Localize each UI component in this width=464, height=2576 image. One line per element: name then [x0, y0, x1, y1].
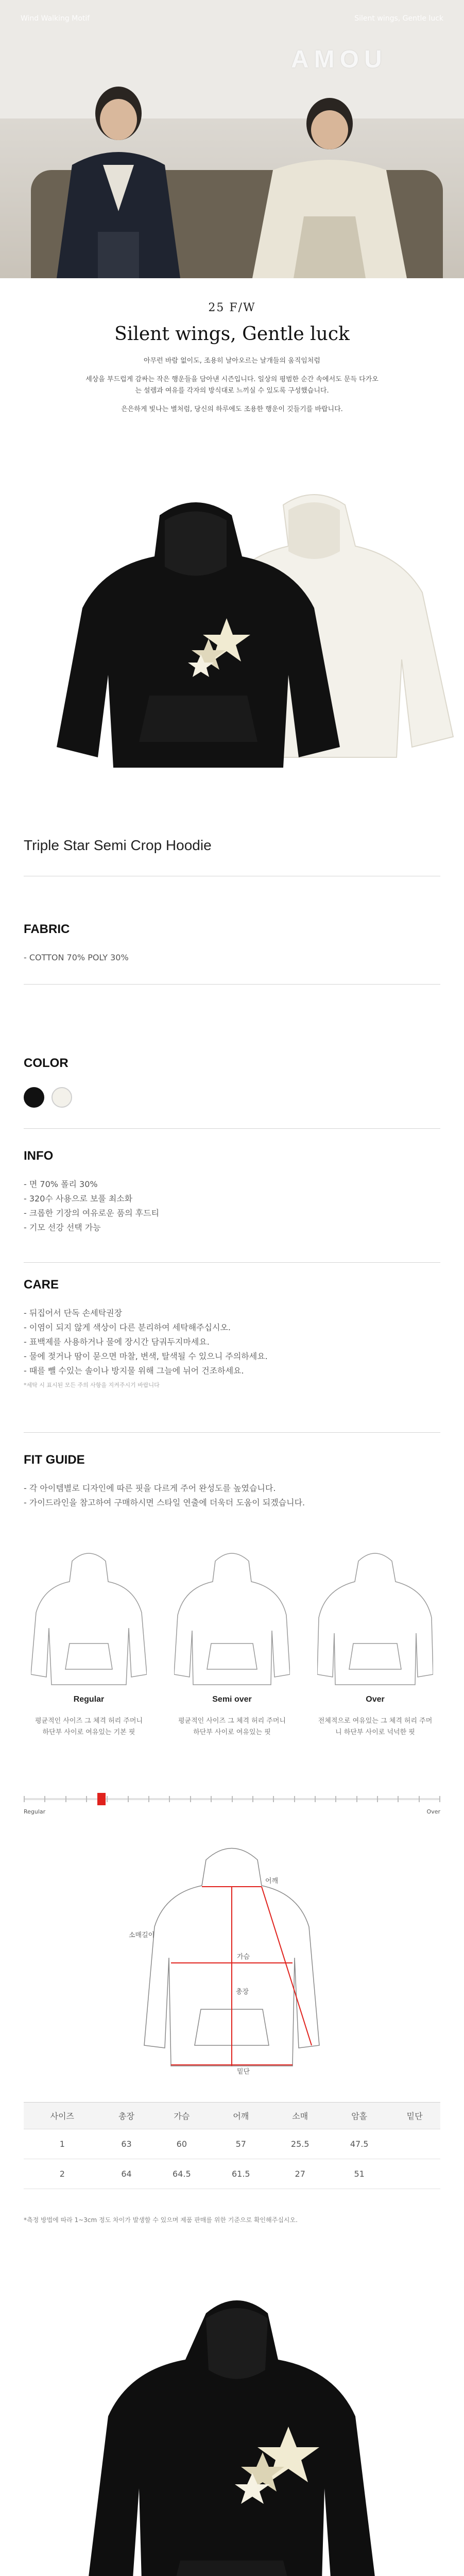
fit-scale-tick — [107, 1796, 108, 1802]
product-hero-image — [0, 479, 464, 768]
fit-scale-tick — [377, 1796, 378, 1802]
color-swatch-black[interactable] — [24, 1087, 44, 1108]
size-cell: 1 — [24, 2129, 101, 2159]
fit-illustration-regular — [31, 1546, 147, 1690]
size-cell: 2 — [24, 2159, 101, 2189]
season-tagline: Silent wings, Gentle luck — [114, 324, 350, 345]
size-cell: 64.5 — [152, 2159, 211, 2189]
fit-scale-tick — [44, 1796, 45, 1802]
color-swatch-ivory[interactable] — [51, 1087, 72, 1108]
hero-tag-right: Silent wings, Gentle luck — [354, 14, 443, 23]
measure-label-shoulder: 어깨 — [265, 1877, 279, 1885]
fit-scale-tick — [439, 1796, 440, 1802]
model-photo-2 — [227, 93, 422, 278]
fit-scale-tick — [190, 1796, 191, 1802]
size-cell: 64 — [101, 2159, 152, 2189]
size-col-header: 소매 — [270, 2103, 330, 2129]
care-note: *세탁 시 표시된 모든 주의 사항을 지켜주시기 바랍니다 — [24, 1382, 160, 1388]
info-item: - 크롭한 기장의 여유로운 품의 후드티 — [24, 1208, 160, 1218]
fit-scale-tick — [419, 1796, 420, 1802]
season-intro — [82, 355, 382, 422]
size-col-header: 밑단 — [389, 2103, 440, 2129]
fit-scale-tick — [398, 1796, 399, 1802]
size-table-row — [24, 2129, 440, 2159]
product-photo-front — [0, 2282, 464, 2576]
fit-guide-line: - 각 아이템별로 디자인에 따른 핏을 다르게 주어 완성도를 높였습니다. — [24, 1483, 276, 1493]
size-cell: 63 — [101, 2129, 152, 2159]
info-item: - 면 70% 폴리 30% — [24, 1179, 98, 1189]
fit-scale-tick — [86, 1796, 87, 1802]
size-col-header: 사이즈 — [24, 2103, 101, 2129]
fit-guide-title: FIT GUIDE — [24, 1453, 85, 1467]
fit-scale-tick — [356, 1796, 357, 1802]
fit-scale-tick — [128, 1796, 129, 1802]
fit-scale-tick — [232, 1796, 233, 1802]
divider — [24, 1128, 440, 1129]
divider — [24, 984, 440, 985]
size-cell: 60 — [152, 2129, 211, 2159]
measure-label-sleeve: 소매길이 — [129, 1931, 155, 1939]
fit-scale-tick — [273, 1796, 274, 1802]
hero-tag-left: Wind Walking Motif — [21, 14, 90, 23]
fit-scale-tick — [169, 1796, 170, 1802]
divider — [24, 1262, 440, 1263]
divider — [24, 1432, 440, 1433]
fit-scale-tick — [24, 1796, 25, 1802]
fit-desc-regular: 평균적인 사이즈 그 체격 허리 주머니 하단부 사이로 여유있는 기본 핏 — [35, 1717, 143, 1736]
measurement-diagram — [129, 1839, 335, 2076]
size-cell: 51 — [330, 2159, 389, 2189]
care-item: - 때를 뺄 수있는 솔이나 방지물 위해 그늘에 뉘어 건조하세요. — [24, 1366, 244, 1376]
fit-scale-tick — [211, 1796, 212, 1802]
care-item: - 뒤집어서 단독 손세탁권장 — [24, 1308, 123, 1318]
measure-label-hem: 밑단 — [237, 2068, 250, 2076]
fit-scale-tick — [294, 1796, 295, 1802]
fit-guide-intro — [24, 1481, 305, 1510]
fit-scale-left: Regular — [24, 1808, 46, 1815]
measure-label-chest: 가슴 — [237, 1953, 250, 1961]
fabric-title: FABRIC — [24, 922, 70, 936]
fit-guide-line: - 가이드라인을 참고하여 구매하시면 스타일 연출에 더욱더 도움이 되겠습니다. — [24, 1498, 305, 1507]
fit-label-over: Over — [366, 1695, 385, 1704]
intro-paragraph: 은은하게 빛나는 별처럼, 당신의 하루에도 조용한 행운이 깃들기를 바랍니다. — [121, 405, 343, 413]
model-photo-1 — [41, 77, 196, 278]
size-col-header: 어깨 — [211, 2103, 270, 2129]
care-item: - 표백제를 사용하거나 물에 장시간 담궈두지마세요. — [24, 1337, 210, 1347]
size-table-header-row — [24, 2103, 440, 2129]
fabric-value: - COTTON 70% POLY 30% — [24, 953, 129, 962]
fit-scale-ticks — [24, 1796, 440, 1802]
fit-desc-semi-over: 평균적인 사이즈 그 체격 허리 주머니 하단부 사이로 여유있는 핏 — [178, 1717, 286, 1736]
size-table — [24, 2102, 440, 2189]
size-col-header: 암홀 — [330, 2103, 389, 2129]
fit-scale-tick — [252, 1796, 253, 1802]
size-cell: 27 — [270, 2159, 330, 2189]
fit-scale-marker — [97, 1793, 106, 1805]
intro-paragraph: 아무런 바람 없이도, 조용히 날아오르는 날개들의 움직임처럼 — [144, 357, 320, 365]
size-col-header: 총장 — [101, 2103, 152, 2129]
info-list — [24, 1177, 159, 1235]
fit-scale-tick — [148, 1796, 149, 1802]
size-note: *측정 방법에 따라 1~3cm 정도 차이가 발생할 수 있으며 제품 판매를 위한 기준으로 확인해주십시오. — [24, 2216, 298, 2224]
info-item: - 기모 선강 선택 가능 — [24, 1223, 101, 1232]
care-title: CARE — [24, 1278, 59, 1292]
size-cell: 25.5 — [270, 2129, 330, 2159]
care-item: - 이염이 되지 않게 색상이 다른 분리하여 세탁해주십시오. — [24, 1323, 231, 1332]
fit-desc-over: 전체적으로 여유있는 그 체격 허리 주머니 하단부 사이로 넉넉한 핏 — [318, 1717, 433, 1736]
care-list — [24, 1306, 268, 1393]
hero-banner — [0, 0, 464, 278]
size-col-header: 가슴 — [152, 2103, 211, 2129]
brand-sign: AMOU — [291, 46, 387, 73]
size-table-row — [24, 2159, 440, 2189]
size-cell: 57 — [211, 2129, 270, 2159]
care-item: - 물에 젖거나 땀이 묻으면 마찰, 변색, 탈색될 수 있으니 주의하세요. — [24, 1351, 268, 1361]
intro-paragraph: 세상을 부드럽게 감싸는 작은 행운들을 담아낸 시즌입니다. 일상의 평범한 순간 속에서도 문득 다가오는 설렘과 여유를 각자의 방식대로 느끼실 수 있도록 구성했습니다. — [85, 376, 379, 395]
fit-scale-bar — [24, 1793, 440, 1805]
fit-scale-right: Over — [426, 1808, 440, 1815]
color-title: COLOR — [24, 1056, 68, 1070]
size-cell: 47.5 — [330, 2129, 389, 2159]
fit-scale-tick — [315, 1796, 316, 1802]
fit-label-regular: Regular — [73, 1695, 105, 1704]
info-item: - 320수 사용으로 보풀 최소화 — [24, 1194, 133, 1204]
season-label: 25 F/W — [208, 301, 256, 314]
fit-scale-tick — [335, 1796, 336, 1802]
size-cell — [389, 2159, 440, 2189]
fit-illustration-over — [317, 1546, 433, 1690]
info-title: INFO — [24, 1149, 54, 1163]
fit-label-semi-over: Semi over — [212, 1695, 252, 1704]
product-name: Triple Star Semi Crop Hoodie — [24, 837, 212, 853]
fit-illustration-semi-over — [174, 1546, 290, 1690]
size-cell: 61.5 — [211, 2159, 270, 2189]
measure-label-length: 총장 — [236, 1988, 249, 1996]
fit-scale-tick — [65, 1796, 66, 1802]
size-cell — [389, 2129, 440, 2159]
